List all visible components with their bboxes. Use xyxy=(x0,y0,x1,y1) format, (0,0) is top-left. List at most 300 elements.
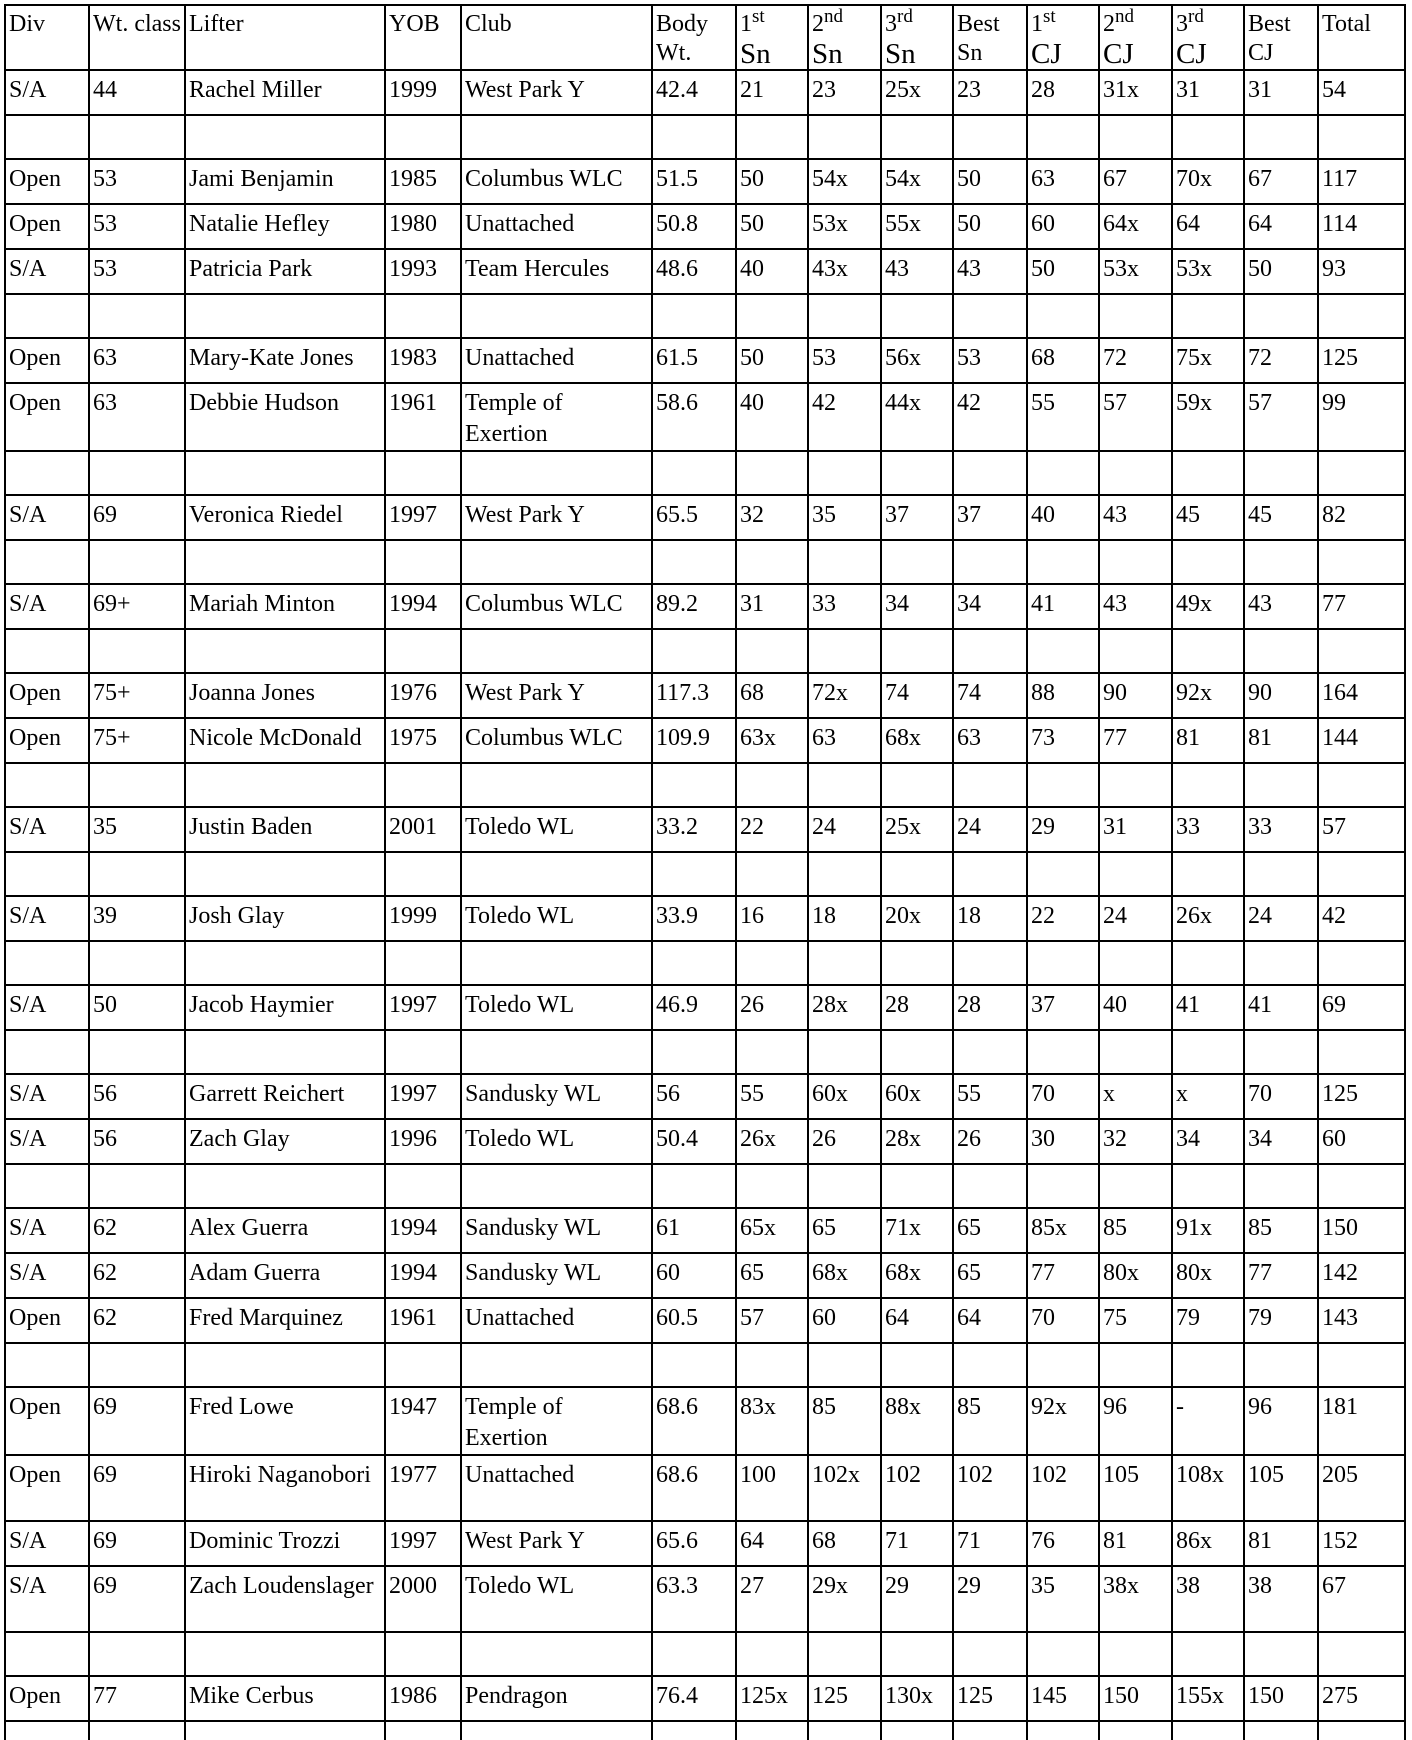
cell-div: S/A xyxy=(5,807,89,852)
empty-cell xyxy=(881,1632,953,1676)
cell-cj-1: 70 xyxy=(1027,1074,1099,1119)
empty-cell xyxy=(953,1632,1027,1676)
cell-cj-2: 32 xyxy=(1099,1119,1172,1164)
cell-wt-class: 53 xyxy=(89,204,185,249)
empty-cell xyxy=(953,763,1027,807)
empty-cell xyxy=(808,294,881,338)
cell-div: Open xyxy=(5,159,89,204)
empty-cell xyxy=(1172,294,1244,338)
empty-cell xyxy=(808,540,881,584)
cell-body-wt: 50.4 xyxy=(652,1119,736,1164)
cell-body-wt: 76.4 xyxy=(652,1676,736,1721)
cell-cj-3: 80x xyxy=(1172,1253,1244,1298)
empty-cell xyxy=(1027,451,1099,495)
cell-cj-3: - xyxy=(1172,1387,1244,1455)
cell-total: 82 xyxy=(1318,495,1405,540)
empty-cell xyxy=(1099,1030,1172,1074)
empty-cell xyxy=(1318,115,1405,159)
lifter-row xyxy=(5,1298,1405,1343)
cell-club: Unattached xyxy=(461,1298,652,1343)
empty-cell xyxy=(953,451,1027,495)
spacer-row xyxy=(5,1343,1405,1387)
header-lifter: Lifter xyxy=(185,5,385,70)
empty-cell xyxy=(1027,763,1099,807)
cell-best-cj: 77 xyxy=(1244,1253,1318,1298)
cell-snatch-2: 85 xyxy=(808,1387,881,1455)
empty-cell xyxy=(461,629,652,673)
empty-cell xyxy=(953,1030,1027,1074)
empty-cell xyxy=(808,1632,881,1676)
empty-cell xyxy=(185,763,385,807)
empty-cell xyxy=(461,1632,652,1676)
empty-cell xyxy=(1318,451,1405,495)
empty-cell xyxy=(385,540,461,584)
empty-cell xyxy=(461,451,652,495)
cell-cj-2: 31x xyxy=(1099,70,1172,115)
cell-snatch-2: 29x xyxy=(808,1566,881,1632)
empty-cell xyxy=(5,1343,89,1387)
header-yob: YOB xyxy=(385,5,461,70)
cell-cj-3: 33 xyxy=(1172,807,1244,852)
empty-cell xyxy=(385,941,461,985)
lifter-row xyxy=(5,1566,1405,1632)
empty-cell xyxy=(89,1343,185,1387)
cell-body-wt: 65.6 xyxy=(652,1521,736,1566)
cell-cj-3: 34 xyxy=(1172,1119,1244,1164)
cell-yob: 1977 xyxy=(385,1455,461,1521)
empty-cell xyxy=(5,1164,89,1208)
cell-club: Temple of Exertion xyxy=(461,383,652,451)
empty-cell xyxy=(1027,115,1099,159)
cell-snatch-1: 125x xyxy=(736,1676,808,1721)
cell-cj-3: 41 xyxy=(1172,985,1244,1030)
cell-snatch-2: 102x xyxy=(808,1455,881,1521)
cell-snatch-1: 26 xyxy=(736,985,808,1030)
empty-cell xyxy=(881,629,953,673)
cell-yob: 1985 xyxy=(385,159,461,204)
spacer-row xyxy=(5,1164,1405,1208)
cell-best-snatch: 18 xyxy=(953,896,1027,941)
empty-cell xyxy=(5,629,89,673)
cell-club: Temple of Exertion xyxy=(461,1387,652,1455)
empty-cell xyxy=(1172,763,1244,807)
empty-cell xyxy=(89,1632,185,1676)
cell-lifter: Natalie Hefley xyxy=(185,204,385,249)
empty-cell xyxy=(1172,1721,1244,1740)
cell-cj-2: 31 xyxy=(1099,807,1172,852)
cell-wt-class: 69 xyxy=(89,1455,185,1521)
cell-club: Toledo WL xyxy=(461,1119,652,1164)
cell-best-snatch: 102 xyxy=(953,1455,1027,1521)
cell-club: Toledo WL xyxy=(461,985,652,1030)
cell-div: Open xyxy=(5,1676,89,1721)
cell-yob: 2001 xyxy=(385,807,461,852)
empty-cell xyxy=(89,941,185,985)
cell-best-snatch: 64 xyxy=(953,1298,1027,1343)
cell-wt-class: 75+ xyxy=(89,673,185,718)
cell-snatch-3: 88x xyxy=(881,1387,953,1455)
cell-snatch-2: 28x xyxy=(808,985,881,1030)
cell-yob: 1961 xyxy=(385,383,461,451)
empty-cell xyxy=(808,852,881,896)
cell-snatch-3: 20x xyxy=(881,896,953,941)
cell-best-snatch: 74 xyxy=(953,673,1027,718)
empty-cell xyxy=(652,115,736,159)
empty-cell xyxy=(881,540,953,584)
cell-best-snatch: 71 xyxy=(953,1521,1027,1566)
cell-cj-1: 88 xyxy=(1027,673,1099,718)
cell-snatch-2: 53x xyxy=(808,204,881,249)
empty-cell xyxy=(5,115,89,159)
cell-body-wt: 51.5 xyxy=(652,159,736,204)
empty-cell xyxy=(1244,540,1318,584)
cell-snatch-2: 24 xyxy=(808,807,881,852)
cell-best-snatch: 43 xyxy=(953,249,1027,294)
cell-snatch-3: 28x xyxy=(881,1119,953,1164)
cell-total: 205 xyxy=(1318,1455,1405,1521)
empty-cell xyxy=(89,540,185,584)
cell-cj-1: 40 xyxy=(1027,495,1099,540)
lifter-row xyxy=(5,1253,1405,1298)
empty-cell xyxy=(1099,115,1172,159)
cell-snatch-2: 18 xyxy=(808,896,881,941)
cell-cj-1: 92x xyxy=(1027,1387,1099,1455)
empty-cell xyxy=(185,941,385,985)
empty-cell xyxy=(461,115,652,159)
empty-cell xyxy=(461,763,652,807)
empty-cell xyxy=(953,629,1027,673)
cell-cj-1: 22 xyxy=(1027,896,1099,941)
cell-div: S/A xyxy=(5,70,89,115)
cell-lifter: Nicole McDonald xyxy=(185,718,385,763)
cell-yob: 1996 xyxy=(385,1119,461,1164)
spacer-row xyxy=(5,852,1405,896)
cell-snatch-1: 65 xyxy=(736,1253,808,1298)
empty-cell xyxy=(808,451,881,495)
cell-snatch-3: 55x xyxy=(881,204,953,249)
empty-cell xyxy=(1244,451,1318,495)
cell-body-wt: 63.3 xyxy=(652,1566,736,1632)
cell-div: Open xyxy=(5,1455,89,1521)
cell-best-cj: 43 xyxy=(1244,584,1318,629)
cell-cj-2: 77 xyxy=(1099,718,1172,763)
empty-cell xyxy=(1099,294,1172,338)
cell-cj-2: 43 xyxy=(1099,584,1172,629)
cell-wt-class: 62 xyxy=(89,1208,185,1253)
cell-snatch-1: 27 xyxy=(736,1566,808,1632)
cell-lifter: Zach Glay xyxy=(185,1119,385,1164)
cell-snatch-1: 40 xyxy=(736,249,808,294)
cell-snatch-1: 63x xyxy=(736,718,808,763)
cell-cj-3: 108x xyxy=(1172,1455,1244,1521)
header-div: Div xyxy=(5,5,89,70)
lifter-row xyxy=(5,495,1405,540)
cell-snatch-3: 43 xyxy=(881,249,953,294)
cell-best-cj: 72 xyxy=(1244,338,1318,383)
cell-snatch-1: 16 xyxy=(736,896,808,941)
cell-yob: 1976 xyxy=(385,673,461,718)
empty-cell xyxy=(385,451,461,495)
cell-wt-class: 69+ xyxy=(89,584,185,629)
cell-wt-class: 75+ xyxy=(89,718,185,763)
cell-total: 42 xyxy=(1318,896,1405,941)
empty-cell xyxy=(1099,763,1172,807)
empty-cell xyxy=(461,294,652,338)
cell-snatch-2: 42 xyxy=(808,383,881,451)
cell-best-cj: 38 xyxy=(1244,1566,1318,1632)
cell-cj-3: 31 xyxy=(1172,70,1244,115)
lifter-row xyxy=(5,584,1405,629)
cell-body-wt: 33.2 xyxy=(652,807,736,852)
empty-cell xyxy=(1318,1343,1405,1387)
empty-cell xyxy=(881,763,953,807)
cell-cj-3: 75x xyxy=(1172,338,1244,383)
empty-cell xyxy=(1099,629,1172,673)
cell-cj-2: 72 xyxy=(1099,338,1172,383)
cell-div: S/A xyxy=(5,1521,89,1566)
lifter-row xyxy=(5,673,1405,718)
cell-cj-3: 81 xyxy=(1172,718,1244,763)
cell-best-cj: 85 xyxy=(1244,1208,1318,1253)
spacer-row xyxy=(5,294,1405,338)
cell-wt-class: 44 xyxy=(89,70,185,115)
empty-cell xyxy=(1318,1721,1405,1740)
cell-snatch-3: 25x xyxy=(881,807,953,852)
cell-body-wt: 58.6 xyxy=(652,383,736,451)
cell-total: 69 xyxy=(1318,985,1405,1030)
empty-cell xyxy=(1027,294,1099,338)
cell-cj-3: 26x xyxy=(1172,896,1244,941)
cell-cj-3: 59x xyxy=(1172,383,1244,451)
cell-div: S/A xyxy=(5,1208,89,1253)
cell-wt-class: 53 xyxy=(89,249,185,294)
cell-cj-3: 155x xyxy=(1172,1676,1244,1721)
empty-cell xyxy=(89,1721,185,1740)
empty-cell xyxy=(5,540,89,584)
empty-cell xyxy=(89,1030,185,1074)
cell-cj-1: 37 xyxy=(1027,985,1099,1030)
empty-cell xyxy=(1172,629,1244,673)
cell-cj-2: 24 xyxy=(1099,896,1172,941)
cell-body-wt: 61 xyxy=(652,1208,736,1253)
empty-cell xyxy=(1099,451,1172,495)
spacer-row xyxy=(5,1030,1405,1074)
header-best-snatch: Best Sn xyxy=(953,5,1027,70)
empty-cell xyxy=(5,1632,89,1676)
empty-cell xyxy=(5,294,89,338)
cell-yob: 2000 xyxy=(385,1566,461,1632)
cell-cj-1: 28 xyxy=(1027,70,1099,115)
cell-snatch-2: 65 xyxy=(808,1208,881,1253)
cell-best-snatch: 50 xyxy=(953,159,1027,204)
empty-cell xyxy=(1318,540,1405,584)
cell-body-wt: 60 xyxy=(652,1253,736,1298)
cell-cj-3: 86x xyxy=(1172,1521,1244,1566)
cell-club: Columbus WLC xyxy=(461,584,652,629)
cell-snatch-2: 60x xyxy=(808,1074,881,1119)
empty-cell xyxy=(185,1030,385,1074)
cell-cj-2: 43 xyxy=(1099,495,1172,540)
empty-cell xyxy=(736,451,808,495)
cell-best-cj: 70 xyxy=(1244,1074,1318,1119)
empty-cell xyxy=(385,294,461,338)
lifter-row xyxy=(5,718,1405,763)
header-club: Club xyxy=(461,5,652,70)
empty-cell xyxy=(185,1343,385,1387)
cell-body-wt: 56 xyxy=(652,1074,736,1119)
cell-cj-1: 63 xyxy=(1027,159,1099,204)
cell-yob: 1994 xyxy=(385,584,461,629)
cell-snatch-2: 60 xyxy=(808,1298,881,1343)
cell-best-snatch: 53 xyxy=(953,338,1027,383)
cell-body-wt: 48.6 xyxy=(652,249,736,294)
empty-cell xyxy=(185,115,385,159)
partial-row xyxy=(5,1721,1405,1740)
cell-best-cj: 45 xyxy=(1244,495,1318,540)
cell-snatch-3: 64 xyxy=(881,1298,953,1343)
cell-snatch-2: 72x xyxy=(808,673,881,718)
cell-best-cj: 81 xyxy=(1244,1521,1318,1566)
empty-cell xyxy=(1244,294,1318,338)
cell-cj-1: 70 xyxy=(1027,1298,1099,1343)
cell-best-cj: 34 xyxy=(1244,1119,1318,1164)
lifter-row xyxy=(5,1074,1405,1119)
cell-yob: 1999 xyxy=(385,896,461,941)
empty-cell xyxy=(881,115,953,159)
empty-cell xyxy=(1172,1164,1244,1208)
cell-cj-1: 85x xyxy=(1027,1208,1099,1253)
cell-snatch-3: 71 xyxy=(881,1521,953,1566)
cell-wt-class: 63 xyxy=(89,383,185,451)
cell-yob: 1983 xyxy=(385,338,461,383)
empty-cell xyxy=(1244,1164,1318,1208)
cell-snatch-3: 68x xyxy=(881,718,953,763)
cell-total: 114 xyxy=(1318,204,1405,249)
cell-yob: 1986 xyxy=(385,1676,461,1721)
empty-cell xyxy=(953,1164,1027,1208)
empty-cell xyxy=(89,115,185,159)
cell-lifter: Fred Marquinez xyxy=(185,1298,385,1343)
empty-cell xyxy=(881,852,953,896)
empty-cell xyxy=(1027,1632,1099,1676)
cell-div: S/A xyxy=(5,1253,89,1298)
cell-lifter: Zach Loudenslager xyxy=(185,1566,385,1632)
cell-cj-3: 79 xyxy=(1172,1298,1244,1343)
cell-club: Unattached xyxy=(461,338,652,383)
spacer-row xyxy=(5,629,1405,673)
cell-wt-class: 35 xyxy=(89,807,185,852)
cell-div: Open xyxy=(5,1298,89,1343)
header-snatch-3: 3rd Sn xyxy=(881,5,953,70)
cell-cj-2: 38x xyxy=(1099,1566,1172,1632)
cell-total: 144 xyxy=(1318,718,1405,763)
cell-div: S/A xyxy=(5,584,89,629)
empty-cell xyxy=(736,629,808,673)
cell-yob: 1975 xyxy=(385,718,461,763)
cell-body-wt: 61.5 xyxy=(652,338,736,383)
cell-cj-2: 105 xyxy=(1099,1455,1172,1521)
cell-lifter: Mary-Kate Jones xyxy=(185,338,385,383)
cell-cj-1: 145 xyxy=(1027,1676,1099,1721)
empty-cell xyxy=(881,1030,953,1074)
empty-cell xyxy=(1244,115,1318,159)
empty-cell xyxy=(652,1343,736,1387)
cell-wt-class: 77 xyxy=(89,1676,185,1721)
cell-lifter: Debbie Hudson xyxy=(185,383,385,451)
empty-cell xyxy=(1318,294,1405,338)
cell-snatch-2: 63 xyxy=(808,718,881,763)
cell-snatch-1: 40 xyxy=(736,383,808,451)
empty-cell xyxy=(808,629,881,673)
empty-cell xyxy=(736,1343,808,1387)
empty-cell xyxy=(1172,1343,1244,1387)
spacer-row xyxy=(5,1632,1405,1676)
empty-cell xyxy=(736,1721,808,1740)
cell-best-cj: 31 xyxy=(1244,70,1318,115)
empty-cell xyxy=(881,294,953,338)
cell-snatch-3: 102 xyxy=(881,1455,953,1521)
empty-cell xyxy=(953,1721,1027,1740)
header-best-cj: Best CJ xyxy=(1244,5,1318,70)
cell-snatch-2: 23 xyxy=(808,70,881,115)
cell-yob: 1947 xyxy=(385,1387,461,1455)
cell-best-snatch: 37 xyxy=(953,495,1027,540)
empty-cell xyxy=(1027,1030,1099,1074)
spacer-row xyxy=(5,540,1405,584)
cell-club: Sandusky WL xyxy=(461,1208,652,1253)
cell-cj-2: 67 xyxy=(1099,159,1172,204)
cell-body-wt: 65.5 xyxy=(652,495,736,540)
cell-body-wt: 68.6 xyxy=(652,1455,736,1521)
cell-snatch-1: 32 xyxy=(736,495,808,540)
cell-div: S/A xyxy=(5,1566,89,1632)
cell-snatch-1: 55 xyxy=(736,1074,808,1119)
cell-yob: 1993 xyxy=(385,249,461,294)
empty-cell xyxy=(652,1164,736,1208)
cell-body-wt: 117.3 xyxy=(652,673,736,718)
cell-wt-class: 50 xyxy=(89,985,185,1030)
empty-cell xyxy=(185,1721,385,1740)
cell-best-snatch: 65 xyxy=(953,1208,1027,1253)
cell-cj-3: 45 xyxy=(1172,495,1244,540)
cell-snatch-1: 64 xyxy=(736,1521,808,1566)
empty-cell xyxy=(652,1721,736,1740)
empty-cell xyxy=(1027,1721,1099,1740)
cell-total: 54 xyxy=(1318,70,1405,115)
empty-cell xyxy=(808,763,881,807)
cell-div: Open xyxy=(5,204,89,249)
cell-div: S/A xyxy=(5,1074,89,1119)
cell-cj-3: 91x xyxy=(1172,1208,1244,1253)
spacer-row xyxy=(5,763,1405,807)
empty-cell xyxy=(1172,1632,1244,1676)
cell-lifter: Fred Lowe xyxy=(185,1387,385,1455)
cell-best-cj: 67 xyxy=(1244,159,1318,204)
cell-best-cj: 41 xyxy=(1244,985,1318,1030)
cell-wt-class: 62 xyxy=(89,1253,185,1298)
cell-yob: 1997 xyxy=(385,985,461,1030)
empty-cell xyxy=(736,115,808,159)
cell-total: 150 xyxy=(1318,1208,1405,1253)
empty-cell xyxy=(385,1030,461,1074)
cell-cj-2: 40 xyxy=(1099,985,1172,1030)
empty-cell xyxy=(1318,1164,1405,1208)
cell-lifter: Patricia Park xyxy=(185,249,385,294)
header-cj-2: 2nd CJ xyxy=(1099,5,1172,70)
cell-best-cj: 90 xyxy=(1244,673,1318,718)
cell-club: Team Hercules xyxy=(461,249,652,294)
cell-body-wt: 33.9 xyxy=(652,896,736,941)
